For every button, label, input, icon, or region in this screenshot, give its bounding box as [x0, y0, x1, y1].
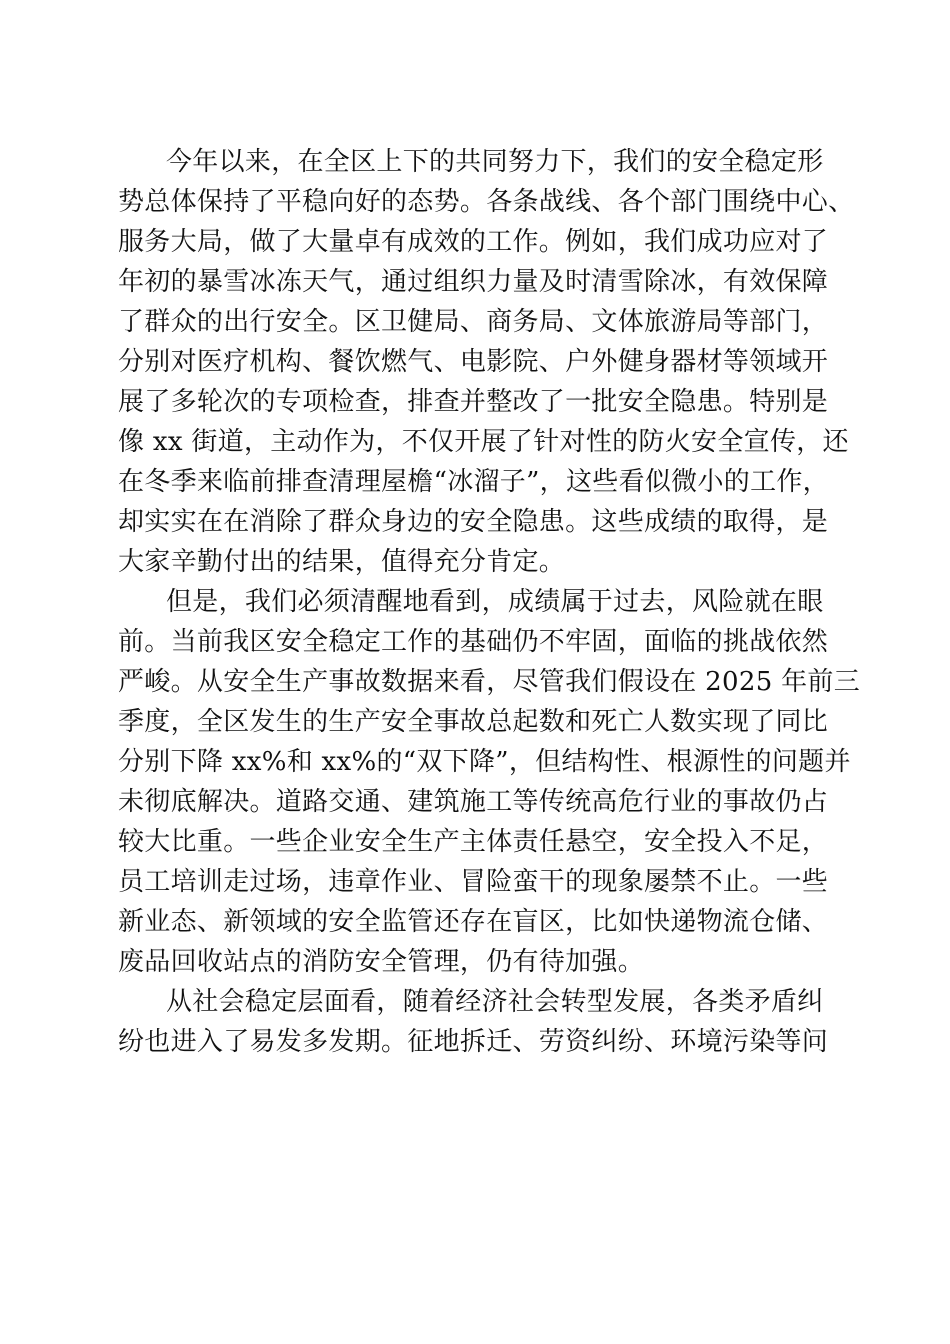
paragraph-line: 年初的暴雪冰冻天气，通过组织力量及时清雪除冰，有效保障	[118, 267, 829, 297]
paragraph-2	[118, 582, 860, 982]
paragraph-line: 今年以来，在全区上下的共同努力下，我们的安全稳定形	[166, 147, 824, 177]
paragraph-line: 前。当前我区安全稳定工作的基础仍不牢固，面临的挑战依然	[118, 627, 829, 657]
paragraph-line: 新业态、新领域的安全监管还存在盲区，比如快递物流仓储、	[118, 907, 829, 937]
paragraph-line: 服务大局，做了大量卓有成效的工作。例如，我们成功应对了	[118, 227, 829, 257]
document-body	[118, 142, 860, 1062]
paragraph-line: 较大比重。一些企业安全生产主体责任悬空，安全投入不足，	[118, 827, 829, 857]
paragraph-line: 员工培训走过场，违章作业、冒险蛮干的现象屡禁不止。一些	[118, 867, 829, 897]
paragraph-line: 但是，我们必须清醒地看到，成绩属于过去，风险就在眼	[166, 587, 824, 617]
paragraph-line: 在冬季来临前排查清理屋檐“冰溜子”，这些看似微小的工作，	[118, 467, 829, 497]
paragraph-line: 却实实在在消除了群众身边的安全隐患。这些成绩的取得，是	[118, 507, 829, 537]
paragraph-1	[118, 142, 855, 582]
paragraph-line: 纷也进入了易发多发期。征地拆迁、劳资纠纷、环境污染等问	[118, 1027, 829, 1057]
paragraph-line: 了群众的出行安全。区卫健局、商务局、文体旅游局等部门，	[118, 307, 829, 337]
paragraph-line: 像 xx 街道，主动作为，不仅开展了针对性的防火安全宣传，还	[118, 427, 849, 457]
paragraph-line: 分别对医疗机构、餐饮燃气、电影院、户外健身器材等领域开	[118, 347, 829, 377]
paragraph-line: 分别下降 xx%和 xx%的“双下降”，但结构性、根源性的问题并	[118, 747, 851, 777]
paragraph-line: 未彻底解决。道路交通、建筑施工等传统高危行业的事故仍占	[118, 787, 829, 817]
paragraph-line: 势总体保持了平稳向好的态势。各条战线、各个部门围绕中心、	[118, 187, 855, 217]
paragraph-line: 从社会稳定层面看，随着经济社会转型发展，各类矛盾纠	[166, 987, 824, 1017]
paragraph-line: 展了多轮次的专项检查，排查并整改了一批安全隐患。特别是	[118, 387, 829, 417]
paragraph-line: 严峻。从安全生产事故数据来看，尽管我们假设在 2025 年前三	[118, 667, 860, 697]
paragraph-line: 大家辛勤付出的结果，值得充分肯定。	[118, 547, 566, 577]
paragraph-line: 废品回收站点的消防安全管理，仍有待加强。	[118, 947, 645, 977]
paragraph-3	[118, 982, 829, 1062]
paragraph-line: 季度，全区发生的生产安全事故总起数和死亡人数实现了同比	[118, 707, 829, 737]
